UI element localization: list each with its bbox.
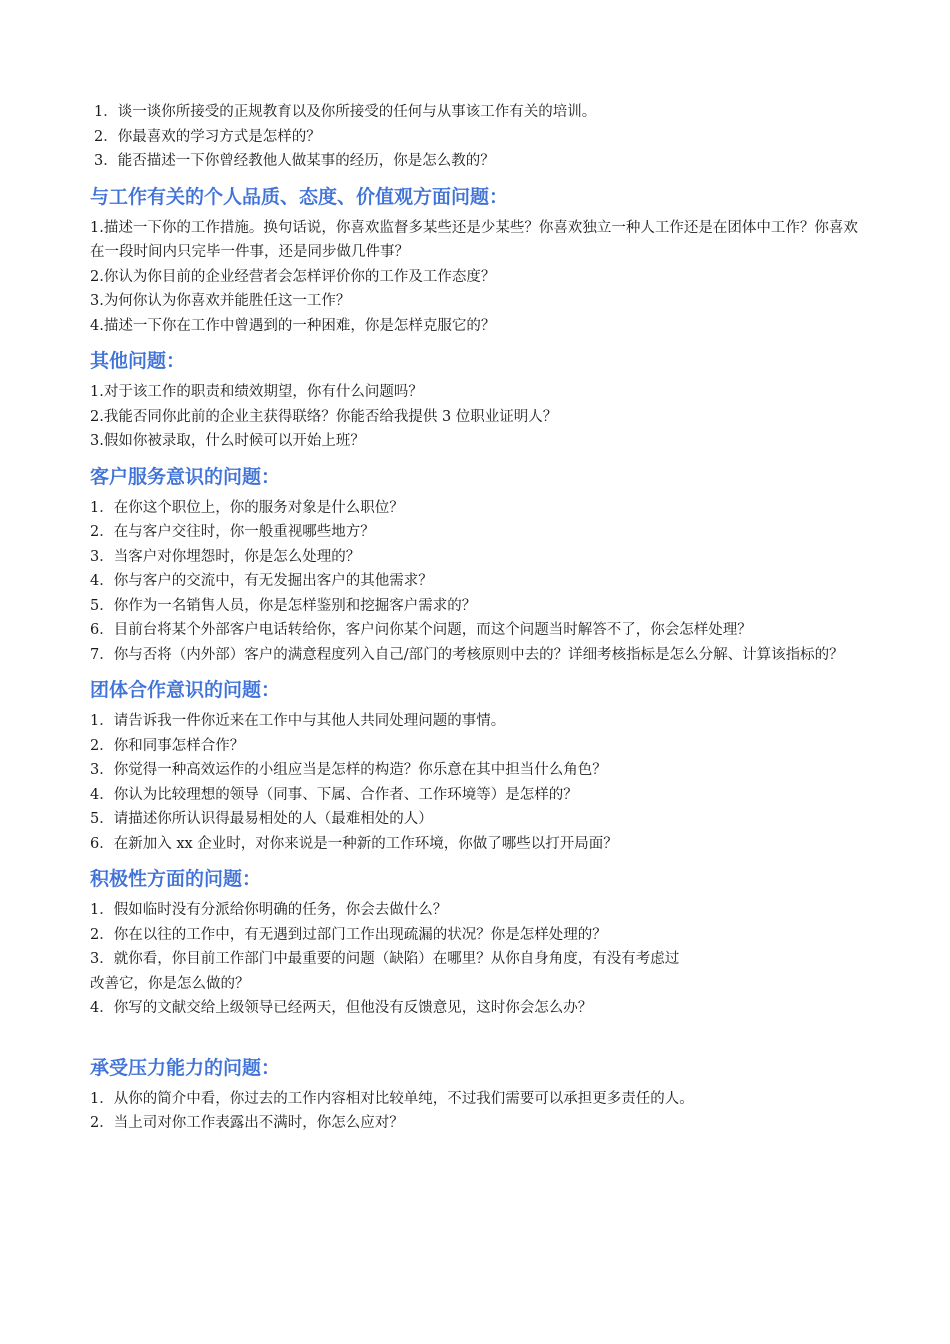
list-item: 2．你和同事怎样合作？ xyxy=(90,737,245,754)
list-item: 4.描述一下你在工作中曾遇到的一种困难，你是怎样克服它的？ xyxy=(90,317,496,334)
list-item: 1．从你的简介中看，你过去的工作内容相对比较单纯，不过我们需要可以承担更多责任的人。 xyxy=(90,1090,694,1107)
list-item: 1．请告诉我一件你近来在工作中与其他人共同处理问题的事情。 xyxy=(90,713,506,729)
section-customer-service xyxy=(90,464,865,668)
list-item: 7．你与否将（内外部）客户的满意程度列入自己/部门的考核原则中去的？详细考核指标是怎么分解、计算该指标的？ xyxy=(90,646,844,663)
list-item: 1．假如临时没有分派给你明确的任务，你会去做什么？ xyxy=(90,902,448,918)
list-item: 3．当客户对你埋怨时，你是怎么处理的？ xyxy=(90,548,361,565)
section-heading: 客户服务意识的问题： xyxy=(90,465,281,488)
section-heading: 团体合作意识的问题： xyxy=(90,679,281,701)
list-item: 6．在新加入 xx 企业时，对你来说是一种新的工作环境，你做了哪些以打开局面？ xyxy=(90,835,618,852)
list-item: 4．你与客户的交流中，有无发掘出客户的其他需求？ xyxy=(90,573,433,589)
list-item: 1.描述一下你的工作措施。换句话说，你喜欢监督多某些还是少某些？你喜欢独立一种人工作还是在团体中工作？你喜欢在一段时间内只完毕一件事，还是同步做几件事？ xyxy=(90,219,858,260)
list-item: 2．当上司对你工作表露出不满时，你怎么应对？ xyxy=(90,1115,404,1131)
list-item: 1．在你这个职位上，你的服务对象是什么职位？ xyxy=(90,499,404,516)
list-item: 4．你写的文献交给上级领导已经两天，但他没有反馈意见，这时你会怎么办？ xyxy=(90,1000,593,1016)
list-item: 1．谈一谈你所接受的正规教育以及你所接受的任何与从事该工作有关的培训。 xyxy=(94,104,597,120)
list-item: 5．请描述你所认识得最易相处的人（最难相处的人） xyxy=(90,811,433,827)
list-item: 4．你认为比较理想的领导（同事、下属、合作者、工作环境等）是怎样的？ xyxy=(90,786,578,803)
section-heading: 积极性方面的问题： xyxy=(90,868,262,890)
list-item: 2．你在以往的工作中，有无遇到过部门工作出现疏漏的状况？你是怎样处理的？ xyxy=(90,926,607,943)
section-teamwork xyxy=(90,677,865,856)
intro-list xyxy=(90,100,865,174)
list-item: 5．你作为一名销售人员，你是怎样鉴别和挖掘客户需求的？ xyxy=(90,597,477,614)
list-item: 6．目前台将某个外部客户电话转给你，客户问你某个问题，而这个问题当时解答不了，你会怎样处理？ xyxy=(90,622,752,638)
document-page xyxy=(90,100,865,1136)
section-stress-tolerance xyxy=(90,1055,865,1136)
section-heading: 承受压力能力的问题： xyxy=(90,1056,281,1079)
list-item: 3．你觉得一种高效运作的小组应当是怎样的构造？你乐意在其中担当什么角色？ xyxy=(90,762,607,778)
list-item: 2．在与客户交往时，你一般重视哪些地方？ xyxy=(90,524,375,540)
section-other-questions xyxy=(90,348,865,454)
list-item: 3.假如你被录取，什么时候可以开始上班？ xyxy=(90,433,365,449)
list-item: 3.为何你认为你喜欢并能胜任这一工作？ xyxy=(90,293,351,309)
section-heading: 其他问题： xyxy=(90,350,186,372)
list-item: 2.你认为你目前的企业经营者会怎样评价你的工作及工作态度？ xyxy=(90,268,496,285)
section-personal-qualities xyxy=(90,184,865,339)
list-item: 1.对于该工作的职责和绩效期望，你有什么问题吗？ xyxy=(90,384,423,400)
section-heading: 与工作有关的个人品质、态度、价值观方面问题： xyxy=(90,185,509,208)
list-item: 2．你最喜欢的学习方式是怎样的？ xyxy=(94,128,321,145)
section-initiative xyxy=(90,866,865,1021)
list-item: 2.我能否同你此前的企业主获得联络？你能否给我提供 3 位职业证明人？ xyxy=(90,408,558,425)
list-item: 3．就你看，你目前工作部门中最重要的问题（缺陷）在哪里？从你自身角度，有没有考虑过改善它，你是怎么做的？ xyxy=(90,951,680,992)
list-item: 3．能否描述一下你曾经教他人做某事的经历，你是怎么教的？ xyxy=(94,153,495,169)
